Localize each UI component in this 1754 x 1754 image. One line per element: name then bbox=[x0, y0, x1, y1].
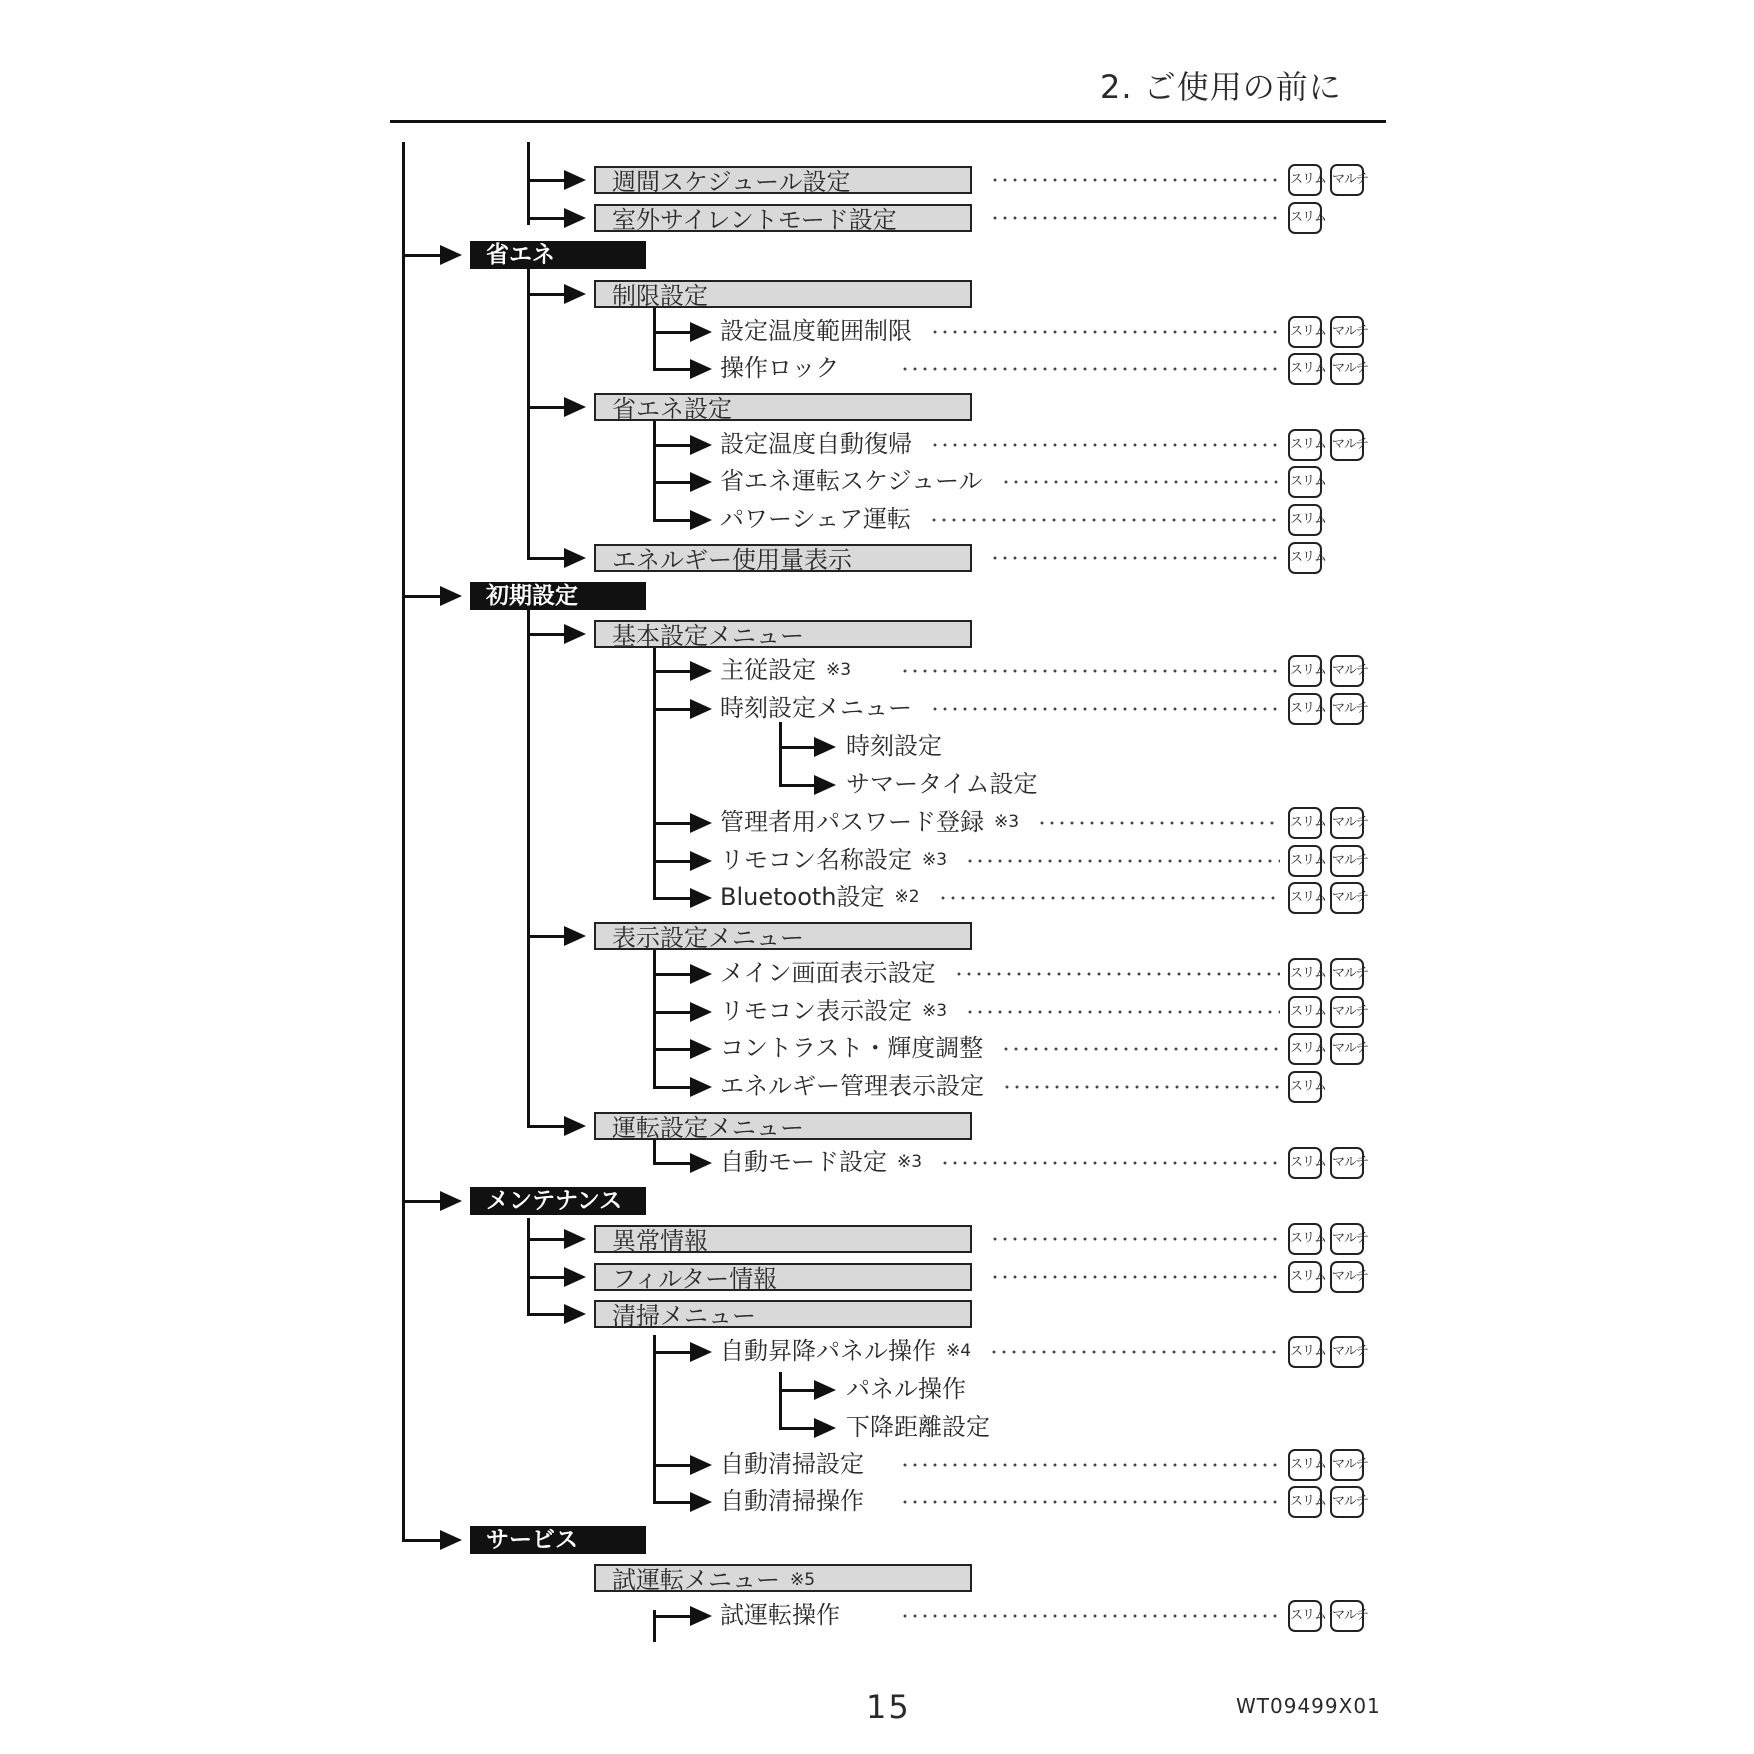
arrow-item-10-arrowhead bbox=[564, 624, 586, 644]
leader-dots bbox=[990, 178, 1280, 182]
menu-item-21[interactable] bbox=[720, 1033, 983, 1063]
menu-item-11[interactable] bbox=[720, 655, 851, 685]
slim-model-badge: スリム bbox=[1288, 958, 1322, 990]
leader-dots bbox=[900, 1500, 1280, 1504]
arrow-item-9-arrowhead bbox=[564, 548, 586, 568]
arrow-item-32-line bbox=[653, 1501, 694, 1504]
leader-dots bbox=[990, 556, 1280, 560]
leader-dots bbox=[1001, 480, 1280, 484]
trunk-maintenance bbox=[527, 1218, 530, 1314]
arrow-item-26-arrowhead bbox=[564, 1267, 586, 1287]
arrow-item-25-arrowhead bbox=[564, 1229, 586, 1249]
leader-dots bbox=[965, 859, 1280, 863]
arrow-item-18-arrowhead bbox=[564, 926, 586, 946]
arrow-item-27-arrowhead bbox=[564, 1304, 586, 1324]
leader-dots bbox=[929, 518, 1280, 522]
footnote-ref: ※3 bbox=[922, 1001, 948, 1021]
multi-model-badge: マルチ bbox=[1330, 807, 1364, 839]
arrow-item-20-arrowhead bbox=[690, 1002, 712, 1022]
leader-dots bbox=[900, 1614, 1280, 1618]
leader-dots bbox=[900, 367, 1280, 371]
submenu-box-0[interactable] bbox=[594, 166, 972, 194]
menu-item-label: 省エネ運転スケジュール bbox=[720, 467, 983, 495]
arrow-item-13-line bbox=[779, 746, 818, 749]
footnote-ref: ※3 bbox=[897, 1152, 923, 1172]
leader-dots bbox=[965, 1010, 1280, 1014]
menu-item-label: 操作ロック bbox=[720, 354, 840, 382]
submenu-box-2[interactable] bbox=[594, 280, 972, 308]
submenu-box-25[interactable] bbox=[594, 1225, 972, 1253]
menu-item-label: 時刻設定 bbox=[846, 732, 942, 760]
slim-model-badge: スリム bbox=[1288, 1147, 1322, 1179]
multi-model-badge: マルチ bbox=[1330, 693, 1364, 725]
submenu-box-5[interactable] bbox=[594, 393, 972, 421]
arrow-maintenance-line bbox=[402, 1200, 444, 1203]
arrow-initial-arrowhead bbox=[440, 586, 462, 606]
arrow-item-31-arrowhead bbox=[690, 1455, 712, 1475]
arrow-item-3-line bbox=[653, 331, 694, 334]
arrow-item-19-arrowhead bbox=[690, 964, 712, 984]
leader-dots bbox=[940, 1161, 1280, 1165]
slim-model-badge: スリム bbox=[1288, 807, 1322, 839]
arrow-item-0-line bbox=[527, 179, 568, 182]
menu-item-16[interactable] bbox=[720, 845, 947, 875]
arrow-item-2-line bbox=[527, 293, 568, 296]
slim-model-badge: スリム bbox=[1288, 542, 1322, 574]
menu-item-label: 試運転操作 bbox=[720, 1601, 840, 1629]
arrow-item-6-arrowhead bbox=[690, 435, 712, 455]
multi-model-badge: マルチ bbox=[1330, 316, 1364, 348]
menu-item-label: 清掃メニュー bbox=[612, 1302, 756, 1330]
footnote-ref: ※2 bbox=[894, 887, 920, 907]
multi-model-badge: マルチ bbox=[1330, 1486, 1364, 1518]
arrow-item-12-line bbox=[653, 708, 694, 711]
category-maintenance[interactable]: メンテナンス bbox=[470, 1187, 646, 1215]
arrow-item-4-line bbox=[653, 368, 694, 371]
arrow-item-21-line bbox=[653, 1048, 694, 1051]
slim-model-badge: スリム bbox=[1288, 882, 1322, 914]
multi-model-badge: マルチ bbox=[1330, 164, 1364, 196]
multi-model-badge: マルチ bbox=[1330, 845, 1364, 877]
arrow-item-19-line bbox=[653, 973, 694, 976]
multi-model-badge: マルチ bbox=[1330, 655, 1364, 687]
arrow-service-arrowhead bbox=[440, 1530, 462, 1550]
menu-item-label: 自動昇降パネル操作 bbox=[720, 1337, 936, 1365]
submenu-box-33[interactable] bbox=[594, 1564, 972, 1592]
menu-item-label: メイン画面表示設定 bbox=[720, 959, 936, 987]
arrow-item-24-arrowhead bbox=[690, 1153, 712, 1173]
multi-model-badge: マルチ bbox=[1330, 429, 1364, 461]
leader-dots bbox=[930, 707, 1280, 711]
menu-item-label: 週間スケジュール設定 bbox=[612, 168, 851, 196]
section-title: 2. ご使用の前に bbox=[1100, 68, 1342, 106]
leader-dots bbox=[989, 1350, 1280, 1354]
menu-item-label: 設定温度範囲制限 bbox=[720, 317, 912, 345]
menu-item-19[interactable] bbox=[720, 958, 936, 988]
menu-item-34[interactable] bbox=[720, 1600, 840, 1630]
slim-model-badge: スリム bbox=[1288, 1071, 1322, 1103]
leader-dots bbox=[1037, 821, 1280, 825]
arrow-item-22-arrowhead bbox=[690, 1077, 712, 1097]
slim-model-badge: スリム bbox=[1288, 164, 1322, 196]
arrow-item-29-line bbox=[779, 1389, 818, 1392]
multi-model-badge: マルチ bbox=[1330, 1033, 1364, 1065]
multi-model-badge: マルチ bbox=[1330, 996, 1364, 1028]
menu-item-label: 試運転メニュー bbox=[612, 1566, 780, 1594]
menu-item-label: 省エネ設定 bbox=[612, 395, 732, 423]
arrow-item-23-line bbox=[527, 1125, 568, 1128]
menu-item-label: 管理者用パスワード登録 bbox=[720, 808, 984, 836]
leader-dots bbox=[954, 972, 1280, 976]
slim-model-badge: スリム bbox=[1288, 845, 1322, 877]
leader-dots bbox=[930, 330, 1280, 334]
arrow-item-15-line bbox=[653, 822, 694, 825]
menu-item-24[interactable] bbox=[720, 1147, 922, 1177]
menu-item-12[interactable] bbox=[720, 693, 912, 723]
arrow-item-0-arrowhead bbox=[564, 170, 586, 190]
multi-model-badge: マルチ bbox=[1330, 1261, 1364, 1293]
arrow-item-18-line bbox=[527, 935, 568, 938]
menu-item-32[interactable] bbox=[720, 1486, 864, 1516]
leader-dots bbox=[900, 669, 1280, 673]
menu-item-14[interactable] bbox=[846, 769, 1038, 799]
slim-model-badge: スリム bbox=[1288, 1261, 1322, 1293]
menu-item-label: 時刻設定メニュー bbox=[720, 694, 912, 722]
menu-item-4[interactable] bbox=[720, 353, 840, 383]
menu-item-6[interactable] bbox=[720, 429, 912, 459]
slim-model-badge: スリム bbox=[1288, 996, 1322, 1028]
menu-item-label: サマータイム設定 bbox=[846, 770, 1038, 798]
arrow-item-26-line bbox=[527, 1276, 568, 1279]
menu-item-label: 異常情報 bbox=[612, 1227, 708, 1255]
arrow-energy-line bbox=[402, 254, 444, 257]
multi-model-badge: マルチ bbox=[1330, 1223, 1364, 1255]
arrow-item-27-line bbox=[527, 1313, 568, 1316]
menu-item-20[interactable] bbox=[720, 996, 947, 1026]
arrow-item-30-arrowhead bbox=[814, 1418, 836, 1438]
leader-dots bbox=[930, 443, 1280, 447]
arrow-item-30-line bbox=[779, 1427, 818, 1430]
menu-item-label: 主従設定 bbox=[720, 656, 816, 684]
menu-item-29[interactable] bbox=[846, 1374, 966, 1404]
leader-dots bbox=[990, 216, 1280, 220]
multi-model-badge: マルチ bbox=[1330, 882, 1364, 914]
slim-model-badge: スリム bbox=[1288, 316, 1322, 348]
leader-dots bbox=[1001, 1047, 1280, 1051]
multi-model-badge: マルチ bbox=[1330, 1336, 1364, 1368]
leader-dots bbox=[938, 896, 1280, 900]
menu-item-15[interactable] bbox=[720, 807, 1019, 837]
menu-item-label: 基本設定メニュー bbox=[612, 622, 804, 650]
arrow-item-32-arrowhead bbox=[690, 1492, 712, 1512]
slim-model-badge: スリム bbox=[1288, 1486, 1322, 1518]
trunk-cleaning bbox=[653, 1335, 656, 1502]
leader-dots bbox=[990, 1275, 1280, 1279]
arrow-item-25-line bbox=[527, 1238, 568, 1241]
trunk-energy-settings bbox=[653, 420, 656, 520]
arrow-item-20-line bbox=[653, 1011, 694, 1014]
menu-item-label: 室外サイレントモード設定 bbox=[612, 206, 897, 234]
multi-model-badge: マルチ bbox=[1330, 958, 1364, 990]
multi-model-badge: マルチ bbox=[1330, 1147, 1364, 1179]
slim-model-badge: スリム bbox=[1288, 202, 1322, 234]
trunk-energy bbox=[527, 268, 530, 557]
footnote-ref: ※3 bbox=[994, 812, 1020, 832]
arrow-item-1-line bbox=[527, 217, 568, 220]
arrow-item-17-arrowhead bbox=[690, 888, 712, 908]
slim-model-badge: スリム bbox=[1288, 1033, 1322, 1065]
slim-model-badge: スリム bbox=[1288, 1449, 1322, 1481]
arrow-item-7-arrowhead bbox=[690, 472, 712, 492]
arrow-item-28-arrowhead bbox=[690, 1342, 712, 1362]
arrow-item-34-arrowhead bbox=[690, 1606, 712, 1626]
arrow-energy-arrowhead bbox=[440, 245, 462, 265]
menu-item-7[interactable] bbox=[720, 466, 983, 496]
arrow-item-21-arrowhead bbox=[690, 1039, 712, 1059]
multi-model-badge: マルチ bbox=[1330, 1600, 1364, 1632]
menu-item-label: 設定温度自動復帰 bbox=[720, 430, 912, 458]
arrow-item-10-line bbox=[527, 633, 568, 636]
menu-item-label: 運転設定メニュー bbox=[612, 1114, 804, 1142]
menu-item-label: リモコン表示設定 bbox=[720, 997, 912, 1025]
arrow-item-16-arrowhead bbox=[690, 851, 712, 871]
menu-item-30[interactable] bbox=[846, 1412, 990, 1442]
menu-item-28[interactable] bbox=[720, 1336, 971, 1366]
leader-dots bbox=[990, 1237, 1280, 1241]
arrow-item-17-line bbox=[653, 897, 694, 900]
slim-model-badge: スリム bbox=[1288, 353, 1322, 385]
submenu-box-18[interactable] bbox=[594, 922, 972, 950]
menu-item-label: リモコン名称設定 bbox=[720, 846, 912, 874]
category-initial[interactable]: 初期設定 bbox=[470, 582, 646, 610]
arrow-item-3-arrowhead bbox=[690, 322, 712, 342]
arrow-item-8-line bbox=[653, 519, 694, 522]
slim-model-badge: スリム bbox=[1288, 429, 1322, 461]
arrow-item-31-line bbox=[653, 1464, 694, 1467]
slim-model-badge: スリム bbox=[1288, 693, 1322, 725]
page-number: 15 bbox=[866, 1688, 911, 1726]
multi-model-badge: マルチ bbox=[1330, 353, 1364, 385]
menu-item-label: エネルギー使用量表示 bbox=[612, 546, 852, 574]
submenu-box-10[interactable] bbox=[594, 620, 972, 648]
menu-item-label: 下降距離設定 bbox=[846, 1413, 990, 1441]
menu-item-label: Bluetooth設定 bbox=[720, 883, 885, 911]
submenu-box-26[interactable] bbox=[594, 1263, 972, 1291]
trunk-limit bbox=[653, 308, 656, 368]
menu-item-label: フィルター情報 bbox=[612, 1265, 778, 1293]
menu-item-label: 制限設定 bbox=[612, 282, 708, 310]
slim-model-badge: スリム bbox=[1288, 1336, 1322, 1368]
document-code: WT09499X01 bbox=[1236, 1694, 1381, 1718]
leader-dots bbox=[900, 1463, 1280, 1467]
menu-item-22[interactable] bbox=[720, 1071, 984, 1101]
arrow-item-24-line bbox=[653, 1162, 694, 1165]
submenu-box-27[interactable] bbox=[594, 1300, 972, 1328]
menu-item-31[interactable] bbox=[720, 1449, 864, 1479]
slim-model-badge: スリム bbox=[1288, 466, 1322, 498]
arrow-item-2-arrowhead bbox=[564, 284, 586, 304]
menu-item-label: パネル操作 bbox=[846, 1375, 966, 1403]
arrow-item-12-arrowhead bbox=[690, 699, 712, 719]
footnote-ref: ※5 bbox=[790, 1570, 816, 1590]
arrow-item-15-arrowhead bbox=[690, 813, 712, 833]
menu-item-13[interactable] bbox=[846, 731, 942, 761]
menu-item-label: パワーシェア運転 bbox=[720, 505, 912, 533]
menu-item-label: コントラスト・輝度調整 bbox=[720, 1034, 984, 1062]
footnote-ref: ※4 bbox=[946, 1341, 972, 1361]
footnote-ref: ※3 bbox=[922, 850, 948, 870]
arrow-item-29-arrowhead bbox=[814, 1380, 836, 1400]
slim-model-badge: スリム bbox=[1288, 655, 1322, 687]
arrow-item-16-line bbox=[653, 860, 694, 863]
arrow-item-5-arrowhead bbox=[564, 397, 586, 417]
category-energy[interactable]: 省エネ bbox=[470, 241, 646, 269]
arrow-item-28-line bbox=[653, 1351, 694, 1354]
arrow-service-line bbox=[402, 1539, 444, 1542]
arrow-maintenance-arrowhead bbox=[440, 1191, 462, 1211]
arrow-item-9-line bbox=[527, 557, 568, 560]
menu-item-17[interactable] bbox=[720, 882, 920, 912]
arrow-item-8-arrowhead bbox=[690, 510, 712, 530]
trunk-clock bbox=[779, 722, 782, 785]
arrow-item-4-arrowhead bbox=[690, 359, 712, 379]
trunk-panel bbox=[779, 1372, 782, 1428]
multi-model-badge: マルチ bbox=[1330, 1449, 1364, 1481]
submenu-box-9[interactable] bbox=[594, 544, 972, 572]
category-service[interactable]: サービス bbox=[470, 1526, 646, 1554]
menu-item-8[interactable] bbox=[720, 504, 911, 534]
arrow-item-34-line bbox=[653, 1615, 694, 1618]
menu-item-3[interactable] bbox=[720, 316, 912, 346]
menu-item-label: 自動清掃設定 bbox=[720, 1450, 864, 1478]
menu-item-label: 自動清掃操作 bbox=[720, 1487, 864, 1515]
trunk-initial bbox=[527, 608, 530, 1127]
arrow-item-11-line bbox=[653, 670, 694, 673]
arrow-item-14-line bbox=[779, 784, 818, 787]
menu-item-label: 表示設定メニュー bbox=[612, 924, 804, 952]
arrow-item-5-line bbox=[527, 406, 568, 409]
arrow-item-14-arrowhead bbox=[814, 775, 836, 795]
menu-item-label: エネルギー管理表示設定 bbox=[720, 1072, 984, 1100]
arrow-initial-line bbox=[402, 595, 444, 598]
slim-model-badge: スリム bbox=[1288, 1600, 1322, 1632]
submenu-box-23[interactable] bbox=[594, 1112, 972, 1140]
arrow-item-13-arrowhead bbox=[814, 737, 836, 757]
slim-model-badge: スリム bbox=[1288, 1223, 1322, 1255]
arrow-item-23-arrowhead bbox=[564, 1116, 586, 1136]
arrow-item-7-line bbox=[653, 481, 694, 484]
submenu-box-1[interactable] bbox=[594, 204, 972, 232]
leader-dots bbox=[1002, 1085, 1280, 1089]
arrow-item-11-arrowhead bbox=[690, 661, 712, 681]
arrow-item-1-arrowhead bbox=[564, 208, 586, 228]
arrow-item-22-line bbox=[653, 1086, 694, 1089]
footnote-ref: ※3 bbox=[826, 660, 852, 680]
main-trunk bbox=[402, 142, 405, 1540]
trunk-continued bbox=[527, 142, 530, 225]
arrow-item-6-line bbox=[653, 444, 694, 447]
menu-item-label: 自動モード設定 bbox=[720, 1148, 888, 1176]
slim-model-badge: スリム bbox=[1288, 504, 1322, 536]
